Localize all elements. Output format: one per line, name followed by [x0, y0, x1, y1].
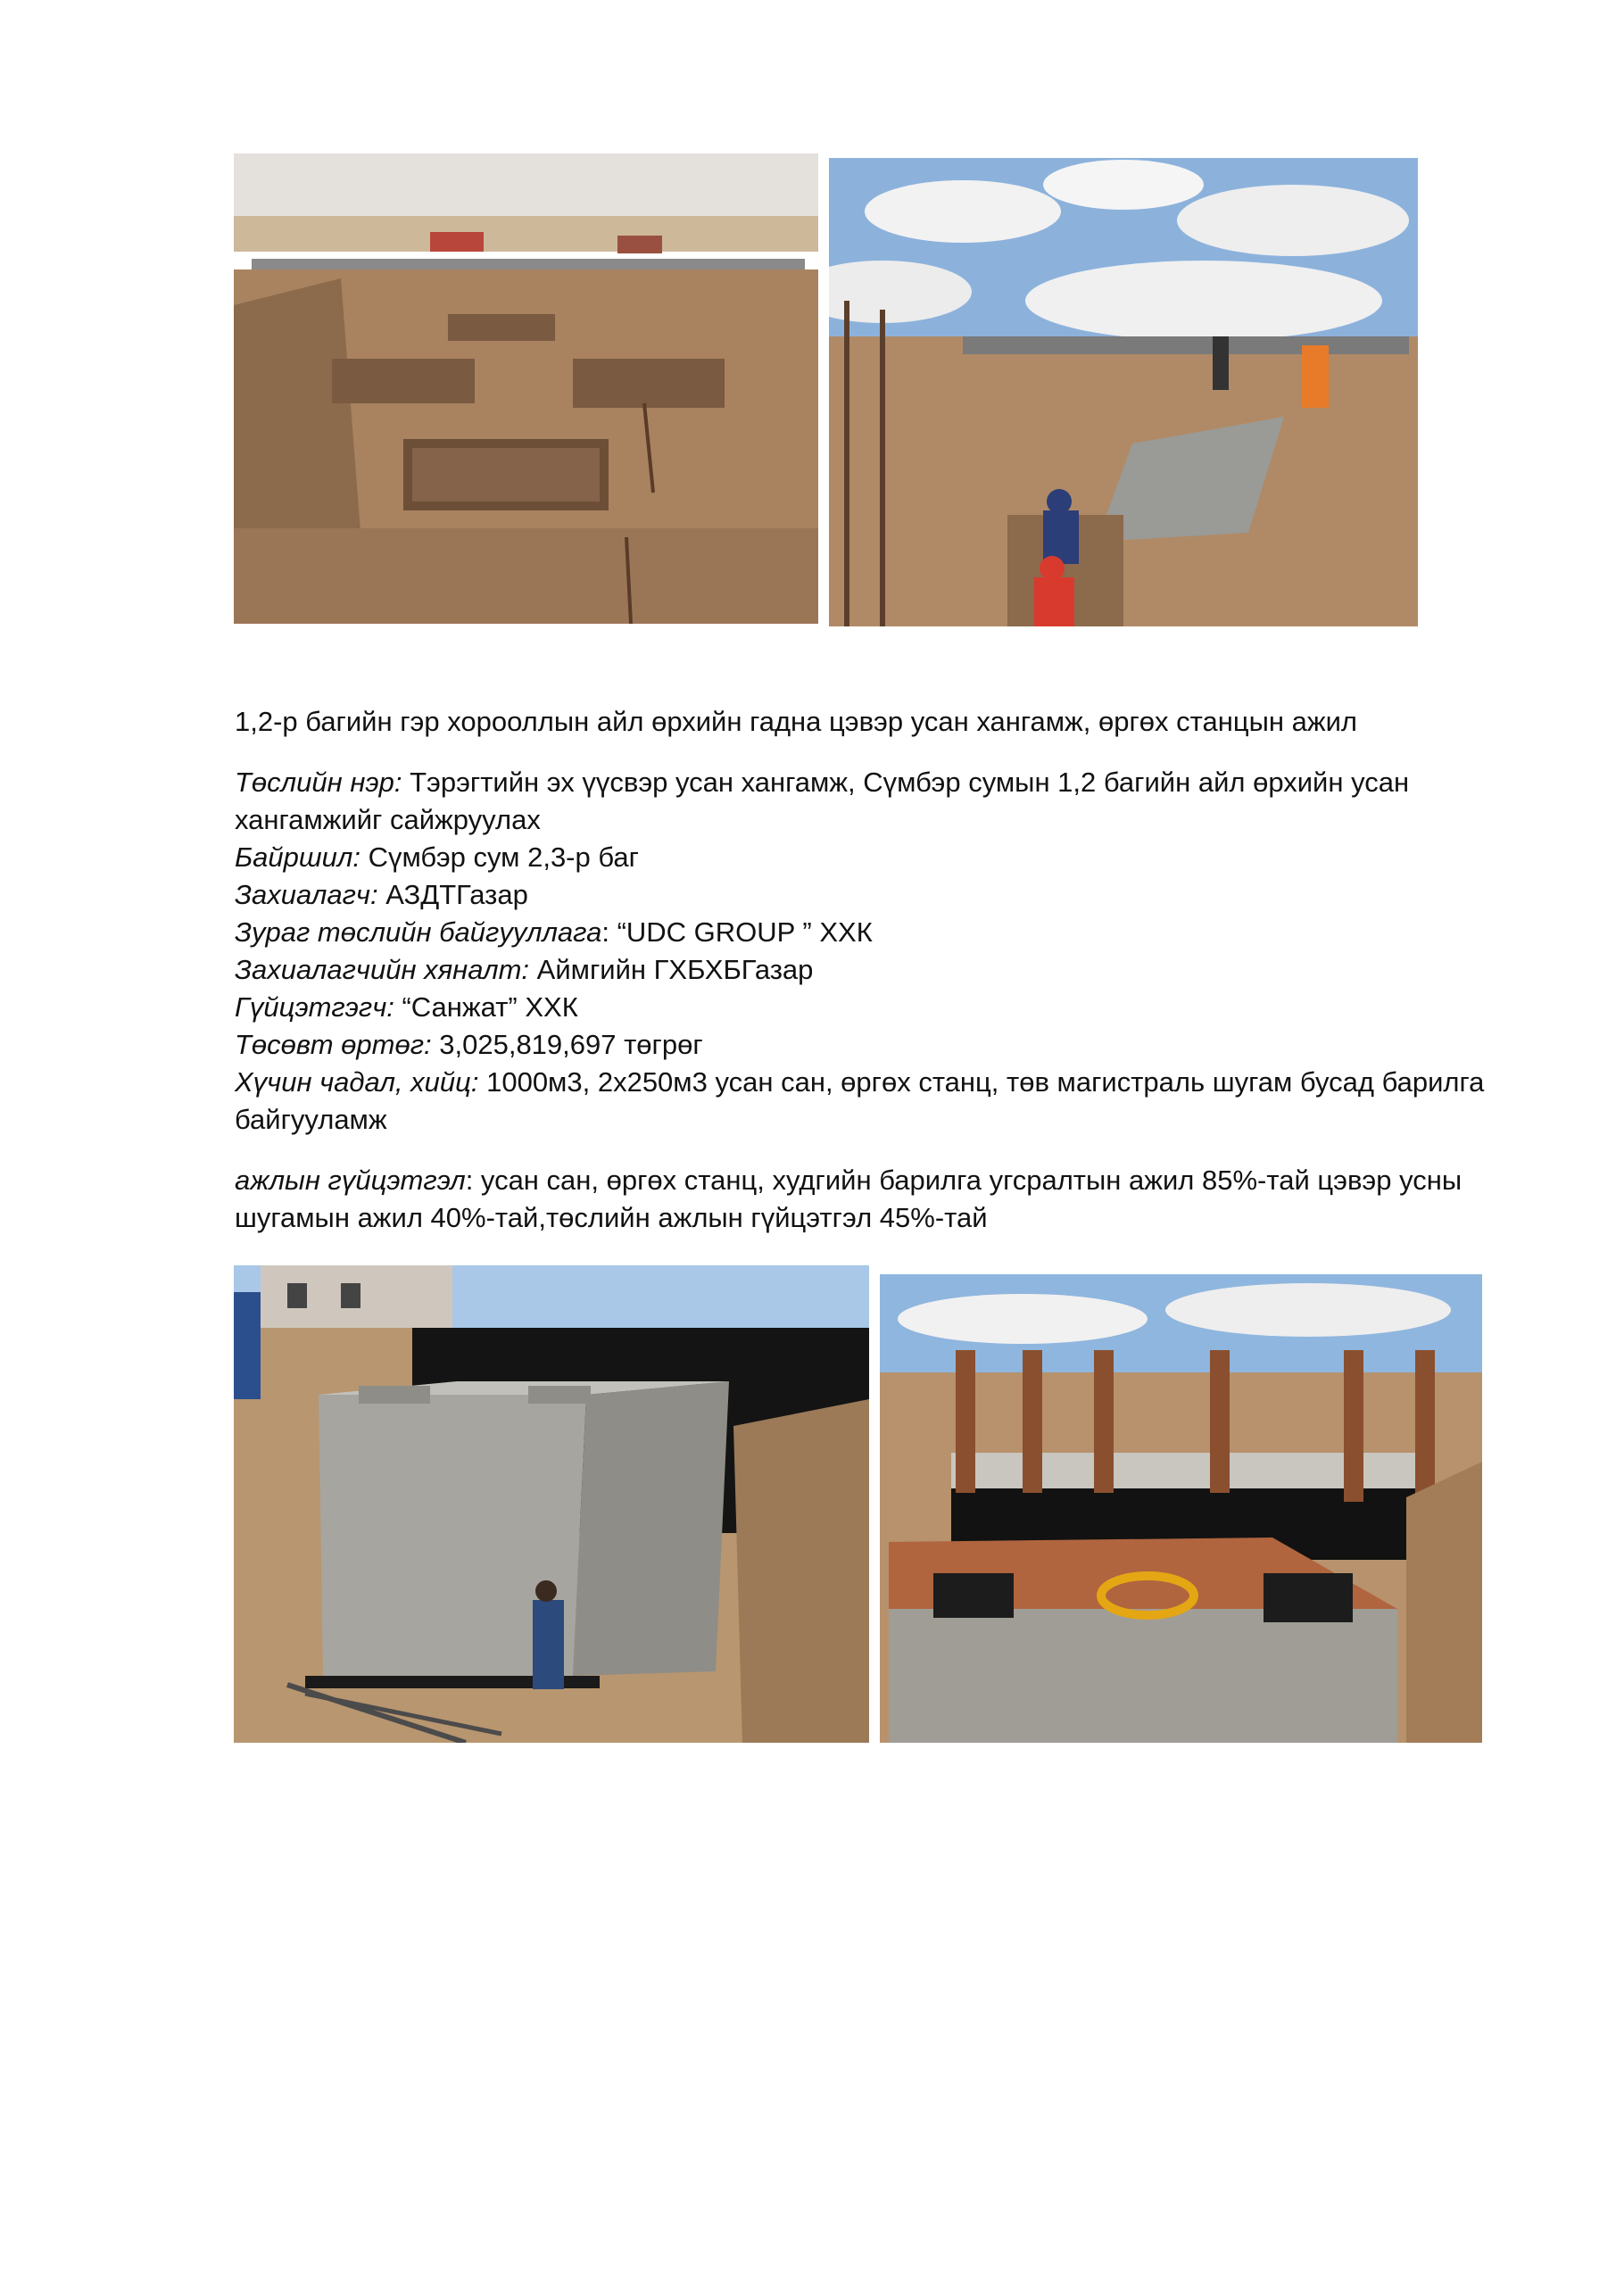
- excavation-site-photo: [234, 153, 818, 624]
- water-tank-photo: [234, 1265, 869, 1743]
- section-heading: 1,2-р багийн гэр хорооллын айл өрхийн гадна цэвэр усан хангамж, өргөх станцын ажил: [235, 706, 1358, 737]
- work-progress: ажлын гүйцэтгэл: усан сан, өргөх станц, худгийн барилга угсралтын ажил 85%-тай цэвэр усны шугамын ажил 40%-тай,төслийн ажлын гүйцэтгэл 45%-тай: [235, 1165, 1462, 1233]
- detail-row-client: Захиалагч: АЗДТГазар: [235, 879, 528, 910]
- detail-row-supervision: Захиалагчийн хяналт: Аймгийн ГХБХБГазар: [235, 954, 814, 985]
- detail-row-capacity: Хүчин чадал, хийц: 1000м3, 2х250м3 усан сан, өргөх станц, төв магистраль шугам бусад барилга байгууламж: [235, 1066, 1485, 1135]
- detail-row-project-name: Төслийн нэр: Тэрэгтийн эх үүсвэр усан хангамж, Сүмбэр сумын 1,2 багийн айл өрхийн усан хангамжийг сайжруулах: [235, 767, 1410, 835]
- detail-row-budget: Төсөвт өртөг: 3,025,819,697 төгрөг: [235, 1029, 703, 1060]
- concrete-pouring-photo: [829, 158, 1418, 626]
- detail-row-design-org: Зураг төслийн байгууллага: “UDC GROUP ” ХХК: [235, 916, 873, 948]
- lift-station-photo: [880, 1274, 1482, 1743]
- detail-row-contractor: Гүйцэтгэгч: “Санжат” ХХК: [235, 991, 578, 1023]
- detail-row-location: Байршил: Сүмбэр сум 2,3-р баг: [235, 841, 639, 873]
- project-details: [235, 764, 1537, 1139]
